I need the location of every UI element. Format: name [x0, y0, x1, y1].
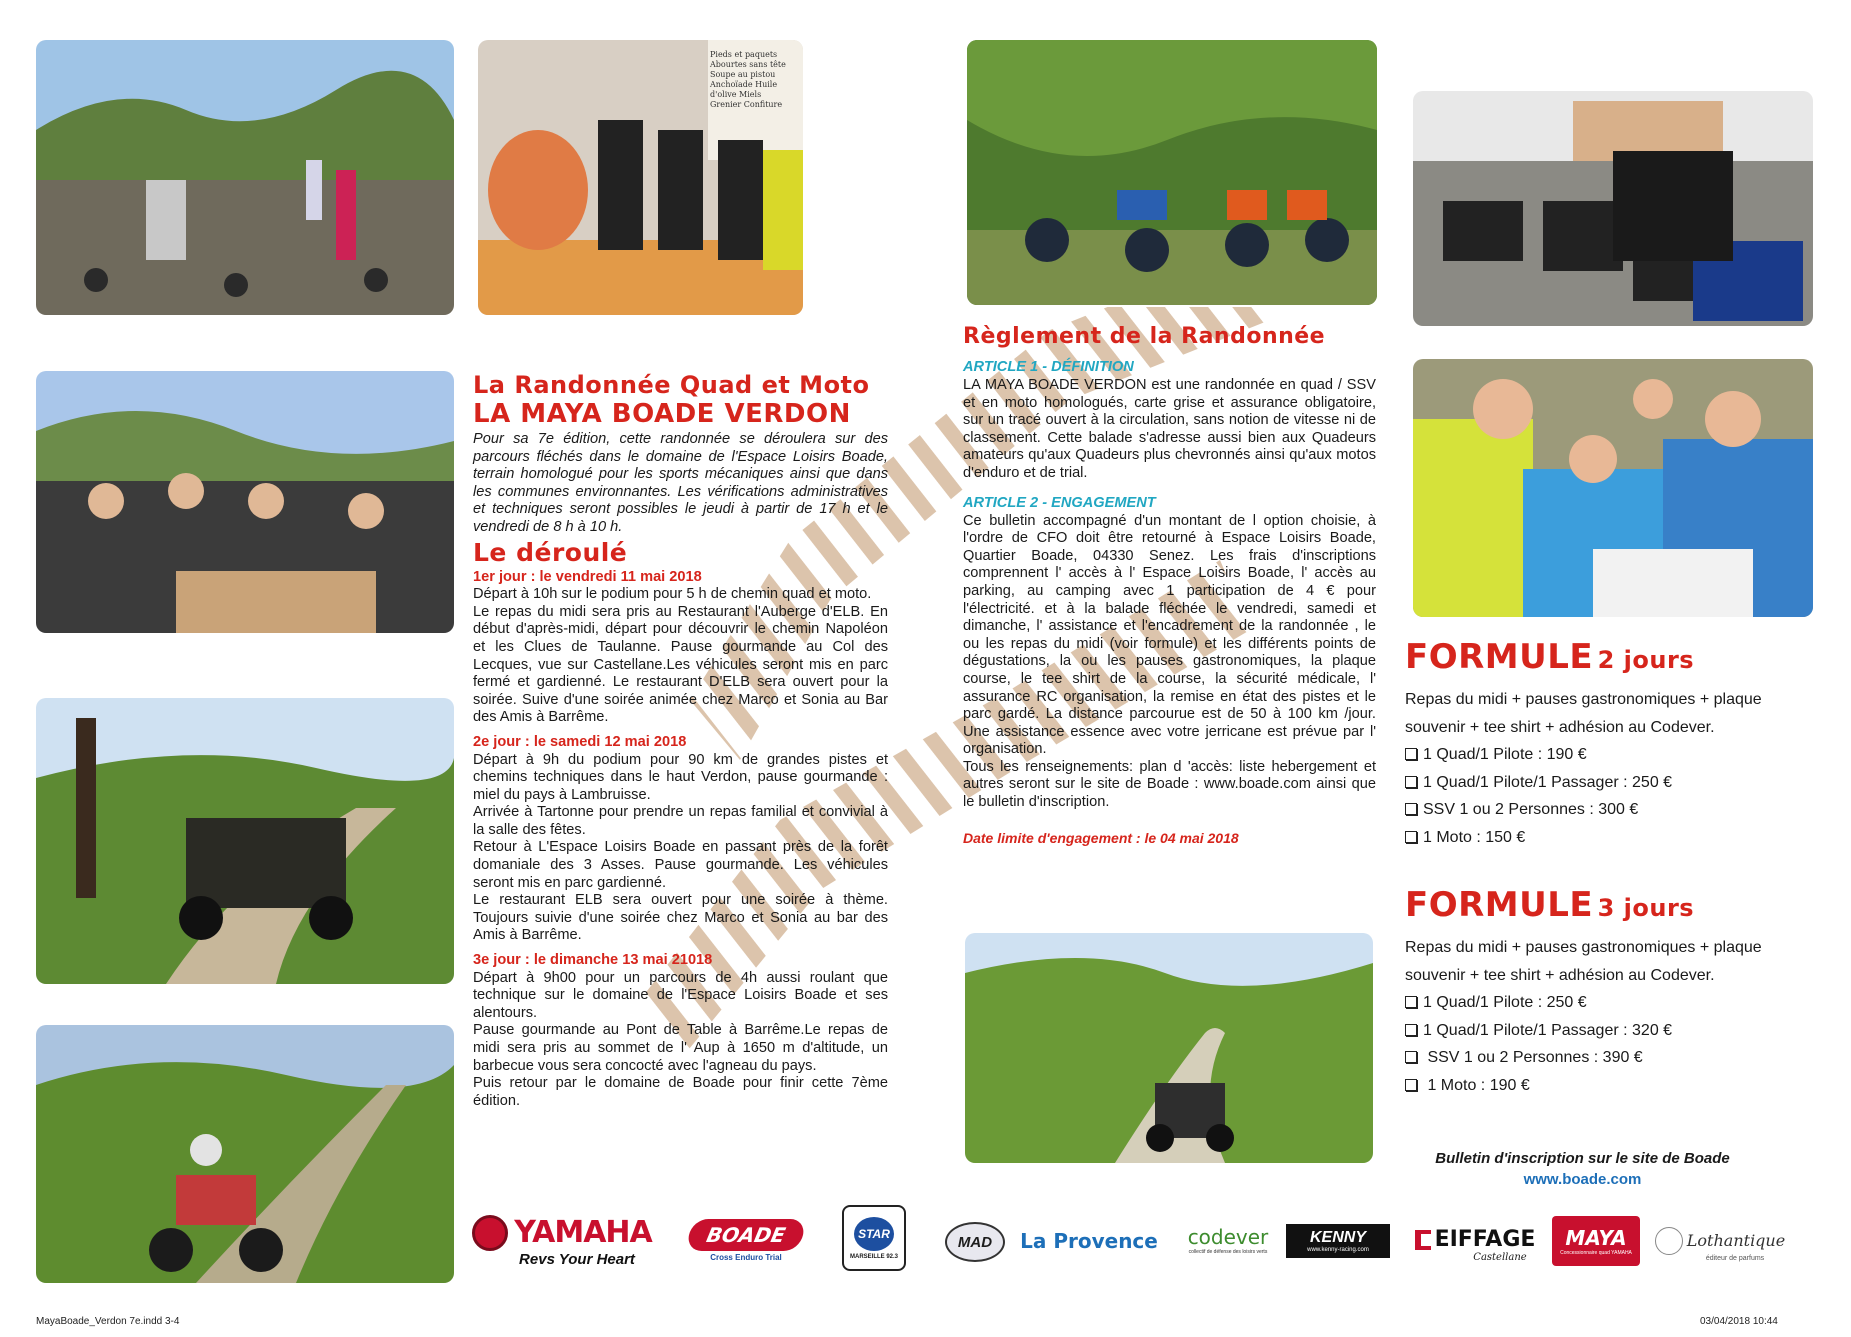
deadline-text: Date limite d'engagement : le 04 mai 2018: [963, 829, 1239, 846]
formule-2-option: SSV 1 ou 2 Personnes : 300 €: [1405, 796, 1815, 824]
photo-motos-forest: [967, 40, 1377, 305]
formule-2-days: 2 jours: [1597, 646, 1695, 674]
day2-paragraph: Arrivée à Tartonne pour prendre un repas familial et convivial à la salle des fêtes.: [473, 804, 888, 838]
laprovence-logo: La Provence: [1020, 1229, 1158, 1253]
formule-3-desc: Repas du midi + pauses gastronomiques + plaque souvenir + tee shirt + adhésion au Codever.: [1405, 939, 1762, 984]
photo-ssv-trail: [36, 698, 454, 984]
footer-left: MayaBoade_Verdon 7e.indd 3-4: [36, 1316, 180, 1327]
tuning-fork-icon: [472, 1215, 508, 1251]
checkbox-icon: [1405, 1024, 1417, 1036]
formule-3-title: [1405, 885, 1815, 932]
footer-right: 03/04/2018 10:44: [1700, 1316, 1778, 1327]
formule-3-option: 1 Moto : 190 €: [1405, 1072, 1815, 1100]
day3-paragraph: Pause gourmande au Pont de Table à Barrême.Le repas de midi sera pris au sommet de l' Aup à 1650 m d'altitude, un barbecue vous sera concocté avec l'agneau du pays.: [473, 1022, 888, 1074]
checkbox-icon: [1405, 1051, 1417, 1063]
bulletin-block: [1395, 1150, 1770, 1188]
formule-2-title: [1405, 637, 1815, 684]
article2-info: Tous les renseignements: plan d 'accès: liste hebergement et autres seront sur le site de Boade : www.boade.com ainsi que le bulletin d'inscription.: [963, 758, 1376, 811]
photo-quad-valley: [965, 933, 1373, 1163]
left-text-column: [473, 371, 888, 1110]
checkbox-icon: [1405, 776, 1417, 788]
checkbox-icon: [1405, 831, 1417, 843]
formule-2-word: FORMULE: [1405, 637, 1594, 677]
article2-text: Ce bulletin accompagné d'un montant de l option choisie, à l'ordre de CFO doit être retourné à Espace Loisirs Boade, Quartier Boade, 04330 Senez. Les frais d'inscriptions comprennent l' accès à l' Espace Loisirs Boade, l' accès au parking, au camping avec 1 participation de 4 € pour l'électricité. et à la balade fléchée le vendredi, samedi et dimanche, l' assistance et l'encadrement de la randonnée , le ou les repas du midi (voir formule) et les différents points de dégustations, la ou les pauses gastronomiques, la plaque course, le tee shirt de la course, la sécurité médicale, l' assurance RC organisation, la remise en état des pistes et le parc gardé. La distance parcourue est de 50 à 100 km /jour. Une assistance essence avec votre jerricane est prévue par l' organisation.: [963, 512, 1376, 758]
day1-paragraph: Départ à 10h sur le podium pour 5 h de chemin quad et moto.: [473, 586, 872, 603]
photo-enduro-moto: [36, 1025, 454, 1283]
photo-quads-lineup: [1413, 91, 1813, 326]
maya-logo: MAYA Concessionnaire quad YAMAHA: [1552, 1216, 1640, 1266]
day2-paragraph: Le restaurant ELB sera ouvert pour une soirée à thème. Toujours suivie d'une soirée chez Marco et Sonia au bar des Amis à Barrême.: [473, 892, 888, 944]
formule-3-days: 3 jours: [1597, 894, 1695, 922]
day3-title: 3e jour : le dimanche 13 mai 21018: [473, 952, 713, 969]
day1-title: 1er jour : le vendredi 11 mai 2018: [473, 568, 702, 585]
codever-logo: codever collectif de défense des loisirs verts: [1187, 1225, 1269, 1255]
kenny-logo: KENNY www.kenny-racing.com: [1286, 1224, 1390, 1258]
day3-paragraph: Départ à 9h00 pour un parcours de 4h aussi roulant que technique sur le domaine de l'Espace Loisirs Boade et ses alentours.: [473, 969, 888, 1021]
rules-column: [963, 323, 1376, 846]
menu-sign: Pieds et paquets Abourtes sans tête Soupe au pistou Anchoïade Huile d'olive Miels Grenier Confiture: [710, 50, 786, 109]
article1-title: ARTICLE 1 - DÉFINITION: [963, 359, 1134, 375]
bulletin-url[interactable]: www.boade.com: [1523, 1171, 1642, 1188]
star-radio-logo: STAR MARSEILLE 92.3: [842, 1205, 906, 1271]
formule-3-jours: [1405, 885, 1815, 1099]
checkbox-icon: [1405, 996, 1417, 1008]
formule-2-option: 1 Quad/1 Pilote/1 Passager : 250 €: [1405, 769, 1815, 797]
intro-paragraph: Pour sa 7e édition, cette randonnée se déroulera sur des parcours fléchés dans le domaine de l'Espace Loisirs Boade, terrain homologué pour les sports mécaniques ainsi que dans les communes environnantes. Les vérifications administratives et techniques seront possibles le jeudi à partir de 17 h et le vendredi de 8 h à 10 h.: [473, 431, 888, 535]
yamaha-logo: YAMAHA Revs Your Heart: [472, 1205, 652, 1277]
day2-paragraph: Départ à 9h du podium pour 90 km de grandes pistes et chemins techniques dans le haut Verdon, pause gourmande : miel du pays à Lambruisse.: [473, 751, 888, 803]
photo-registration-table: [1413, 359, 1813, 617]
rules-title: Règlement de la Randonnée: [963, 324, 1326, 349]
formule-3-word: FORMULE: [1405, 885, 1594, 925]
bulletin-text: Bulletin d'inscription sur le site de Boade: [1435, 1150, 1730, 1167]
mad-logo: MAD: [945, 1222, 1005, 1262]
photo-tasting-stand: [478, 40, 803, 315]
formule-2-jours: [1405, 637, 1815, 851]
formule-3-option: 1 Quad/1 Pilote : 250 €: [1405, 989, 1815, 1017]
event-title-line1: La Randonnée Quad et Moto: [473, 371, 870, 399]
checkbox-icon: [1405, 748, 1417, 760]
checkbox-icon: [1405, 1079, 1417, 1091]
section-title-deroule: Le déroulé: [473, 537, 628, 567]
lothantique-logo: Lothantique éditeur de parfums: [1655, 1222, 1785, 1266]
photo-group-toast: [36, 371, 454, 633]
photo-quad-paddock: [36, 40, 454, 315]
day2-paragraph: Retour à L'Espace Loisirs Boade en passant près de la forêt domaniale des 3 Asses. Pause gourmande. Les véhicules seront mis en parc gardienné.: [473, 839, 888, 891]
day2-title: 2e jour : le samedi 12 mai 2018: [473, 733, 687, 750]
formule-2-desc: Repas du midi + pauses gastronomiques + plaque souvenir + tee shirt + adhésion au Codever.: [1405, 691, 1762, 736]
checkbox-icon: [1405, 803, 1417, 815]
day3-paragraph: Puis retour par le domaine de Boade pour finir cette 7ème édition.: [473, 1075, 888, 1109]
event-title-line2: LA MAYA BOADE VERDON: [473, 399, 851, 429]
formule-3-option: 1 Quad/1 Pilote/1 Passager : 320 €: [1405, 1017, 1815, 1045]
article1-text: LA MAYA BOADE VERDON est une randonnée en quad / SSV et en moto homologués, carte grise et assurance obligatoire, sur un tracé ouvert à la circulation, sans notion de vitesse ni de classement. Cette balade s'adresse aussi bien aux Quadeurs amateurs qu'aux Quadeurs plus chevronnés ainsi qu'aux motos d'enduro et de trial.: [963, 377, 1376, 481]
article2-title: ARTICLE 2 - ENGAGEMENT: [963, 494, 1156, 511]
formule-2-option: 1 Moto : 150 €: [1405, 824, 1815, 852]
eiffage-mark-icon: [1415, 1230, 1431, 1250]
formule-2-option: 1 Quad/1 Pilote : 190 €: [1405, 741, 1815, 769]
formule-3-option: SSV 1 ou 2 Personnes : 390 €: [1405, 1044, 1815, 1072]
eiffage-logo: EIFFAGE Castellane: [1405, 1222, 1545, 1268]
lothantique-seal-icon: [1655, 1227, 1683, 1255]
day1-paragraph: Le repas du midi sera pris au Restaurant l'Auberge d'ELB. En début d'après-midi, départ pour découvrir le chemin Napoléon et les Clues de Taulanne. Pause gourmande au Col des Lecques, vue sur Castellane.Les véhicules seront mis en parc fermé et gardienné. Le restaurant D'ELB sera ouvert pour la soirée. Suive d'une soirée animée chez Marco et Sonia au Bar des Amis à Barrême.: [473, 603, 888, 726]
boade-logo: BOADE Cross Enduro Trial: [680, 1210, 812, 1270]
